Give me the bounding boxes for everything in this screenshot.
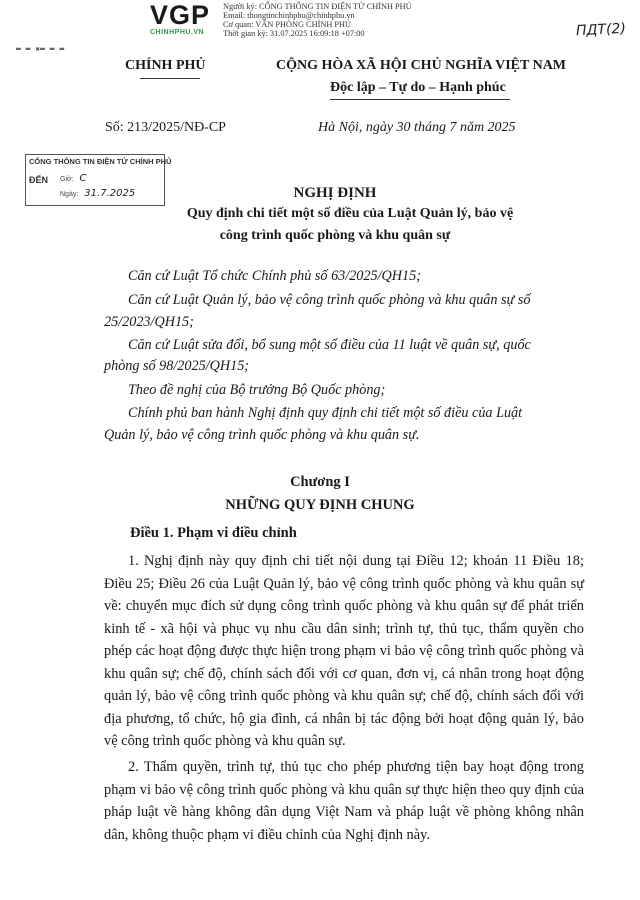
basis-line-4: Căn cứ Luật sửa đổi, bổ sung một số điều của 11 luật về quân sự, quốc [128, 337, 531, 353]
received-stamp-hour [60, 173, 87, 184]
agency-line: Cơ quan: VĂN PHÒNG CHÍNH PHỦ [223, 20, 352, 29]
issuing-agency: CHÍNH PHỦ [125, 58, 206, 73]
handwritten-mark: ПДТ(2) [575, 20, 627, 40]
article-paragraph-1: 1. Nghị định này quy định chi tiết nội dung tại Điều 12; khoản 11 Điều 18; Điều 25; Điều 26 của Luật Quản lý, bảo vệ công trình quốc phòng và khu quân sự về: chuyển mục đích sử dụng công trình quốc phòng và khu quân sự để phát triển kinh tế - xã hội và phục vụ nhu cầu dân sinh; trình tự, thủ tục, thẩm quyền cho phép các hoạt động được thực hiện trong phạm vi bảo vệ công trình quốc phòng và khu quân sự; chế độ, chính sách đối với cơ quan, đơn vị, cá nhân trong hoạt động quản lý, bảo vệ công trình quốc phòng và khu quân sự; chế độ, chính sách đối với địa phương, tổ chức, hộ gia đình, cá nhân bị tác động bởi hoạt động quản lý, bảo vệ công trình quốc phòng và khu quân sự. [104, 553, 584, 749]
decree-number: Số: 213/2025/NĐ-CP [105, 120, 226, 135]
vgp-logo-subtext: CHINHPHU.VN [150, 29, 205, 36]
national-title: CỘNG HÒA XÃ HỘI CHỦ NGHĨA VIỆT NAM [276, 58, 567, 73]
date-value: 31.7.2025 [84, 188, 136, 199]
vgp-logo [150, 2, 230, 36]
article-paragraph-2: 2. Thẩm quyền, trình tự, thủ tục cho phép phương tiện bay hoạt động trong phạm vi bảo vệ công trình quốc phòng và khu quân sự thực hiện theo quy định của pháp luật về hàng không dân dụng Việt Nam và pháp luật về phòng không nhân dân, không thuộc phạm vi điều chỉnh của Nghị định này. [104, 759, 584, 843]
signature-info [223, 2, 412, 38]
vgp-logo-letters: VGP [150, 0, 211, 30]
received-stamp-den: ĐẾN [29, 175, 49, 185]
basis-line-8: Quản lý, bảo vệ công trình quốc phòng và khu quân sự. [104, 427, 420, 443]
chapter-number: Chương I [290, 474, 350, 490]
date-label: Ngày: [60, 191, 79, 198]
basis-line-3: 25/2023/QH15; [104, 314, 194, 330]
motto-underline [330, 99, 510, 100]
signer-line: Người ký: CỔNG THÔNG TIN ĐIỆN TỬ CHÍNH PHỦ [223, 2, 412, 11]
basis-line-1: Căn cứ Luật Tổ chức Chính phủ số 63/2025/QH15; [128, 268, 421, 284]
basis-line-6: Theo đề nghị của Bộ trưởng Bộ Quốc phòng; [128, 382, 386, 398]
subject-line-1: Quy định chi tiết một số điều của Luật Quản lý, bảo vệ [186, 206, 514, 221]
document-type: NGHỊ ĐỊNH [293, 185, 377, 201]
national-motto: Độc lập – Tự do – Hạnh phúc [330, 80, 506, 95]
hour-value: C [79, 173, 87, 184]
place-date: Hà Nội, ngày 30 tháng 7 năm 2025 [318, 120, 516, 135]
subject-line-2: công trình quốc phòng và khu quân sự [219, 228, 451, 243]
chapter-name: NHỮNG QUY ĐỊNH CHUNG [225, 497, 415, 513]
basis-line-2: Căn cứ Luật Quản lý, bảo vệ công trình quốc phòng và khu quân sự số [128, 292, 531, 308]
hour-label: Giờ: [60, 176, 74, 183]
agency-underline [140, 78, 200, 79]
basis-line-7: Chính phủ ban hành Nghị định quy định chi tiết một số điều của Luật [128, 405, 523, 421]
email-line: Email: thongtinchinhphu@chinhphu.vn [223, 11, 355, 20]
article-heading: Điều 1. Phạm vi điều chỉnh [130, 525, 297, 541]
punch-marks: ▬ ▬ ▪▬ ▬ ▬ [16, 44, 65, 53]
basis-line-5: phòng số 98/2025/QH15; [104, 358, 250, 374]
received-stamp-title: CỔNG THÔNG TIN ĐIỆN TỬ CHÍNH PHỦ [29, 157, 172, 166]
time-line: Thời gian ký: 31.07.2025 16:09:18 +07:00 [223, 29, 365, 38]
